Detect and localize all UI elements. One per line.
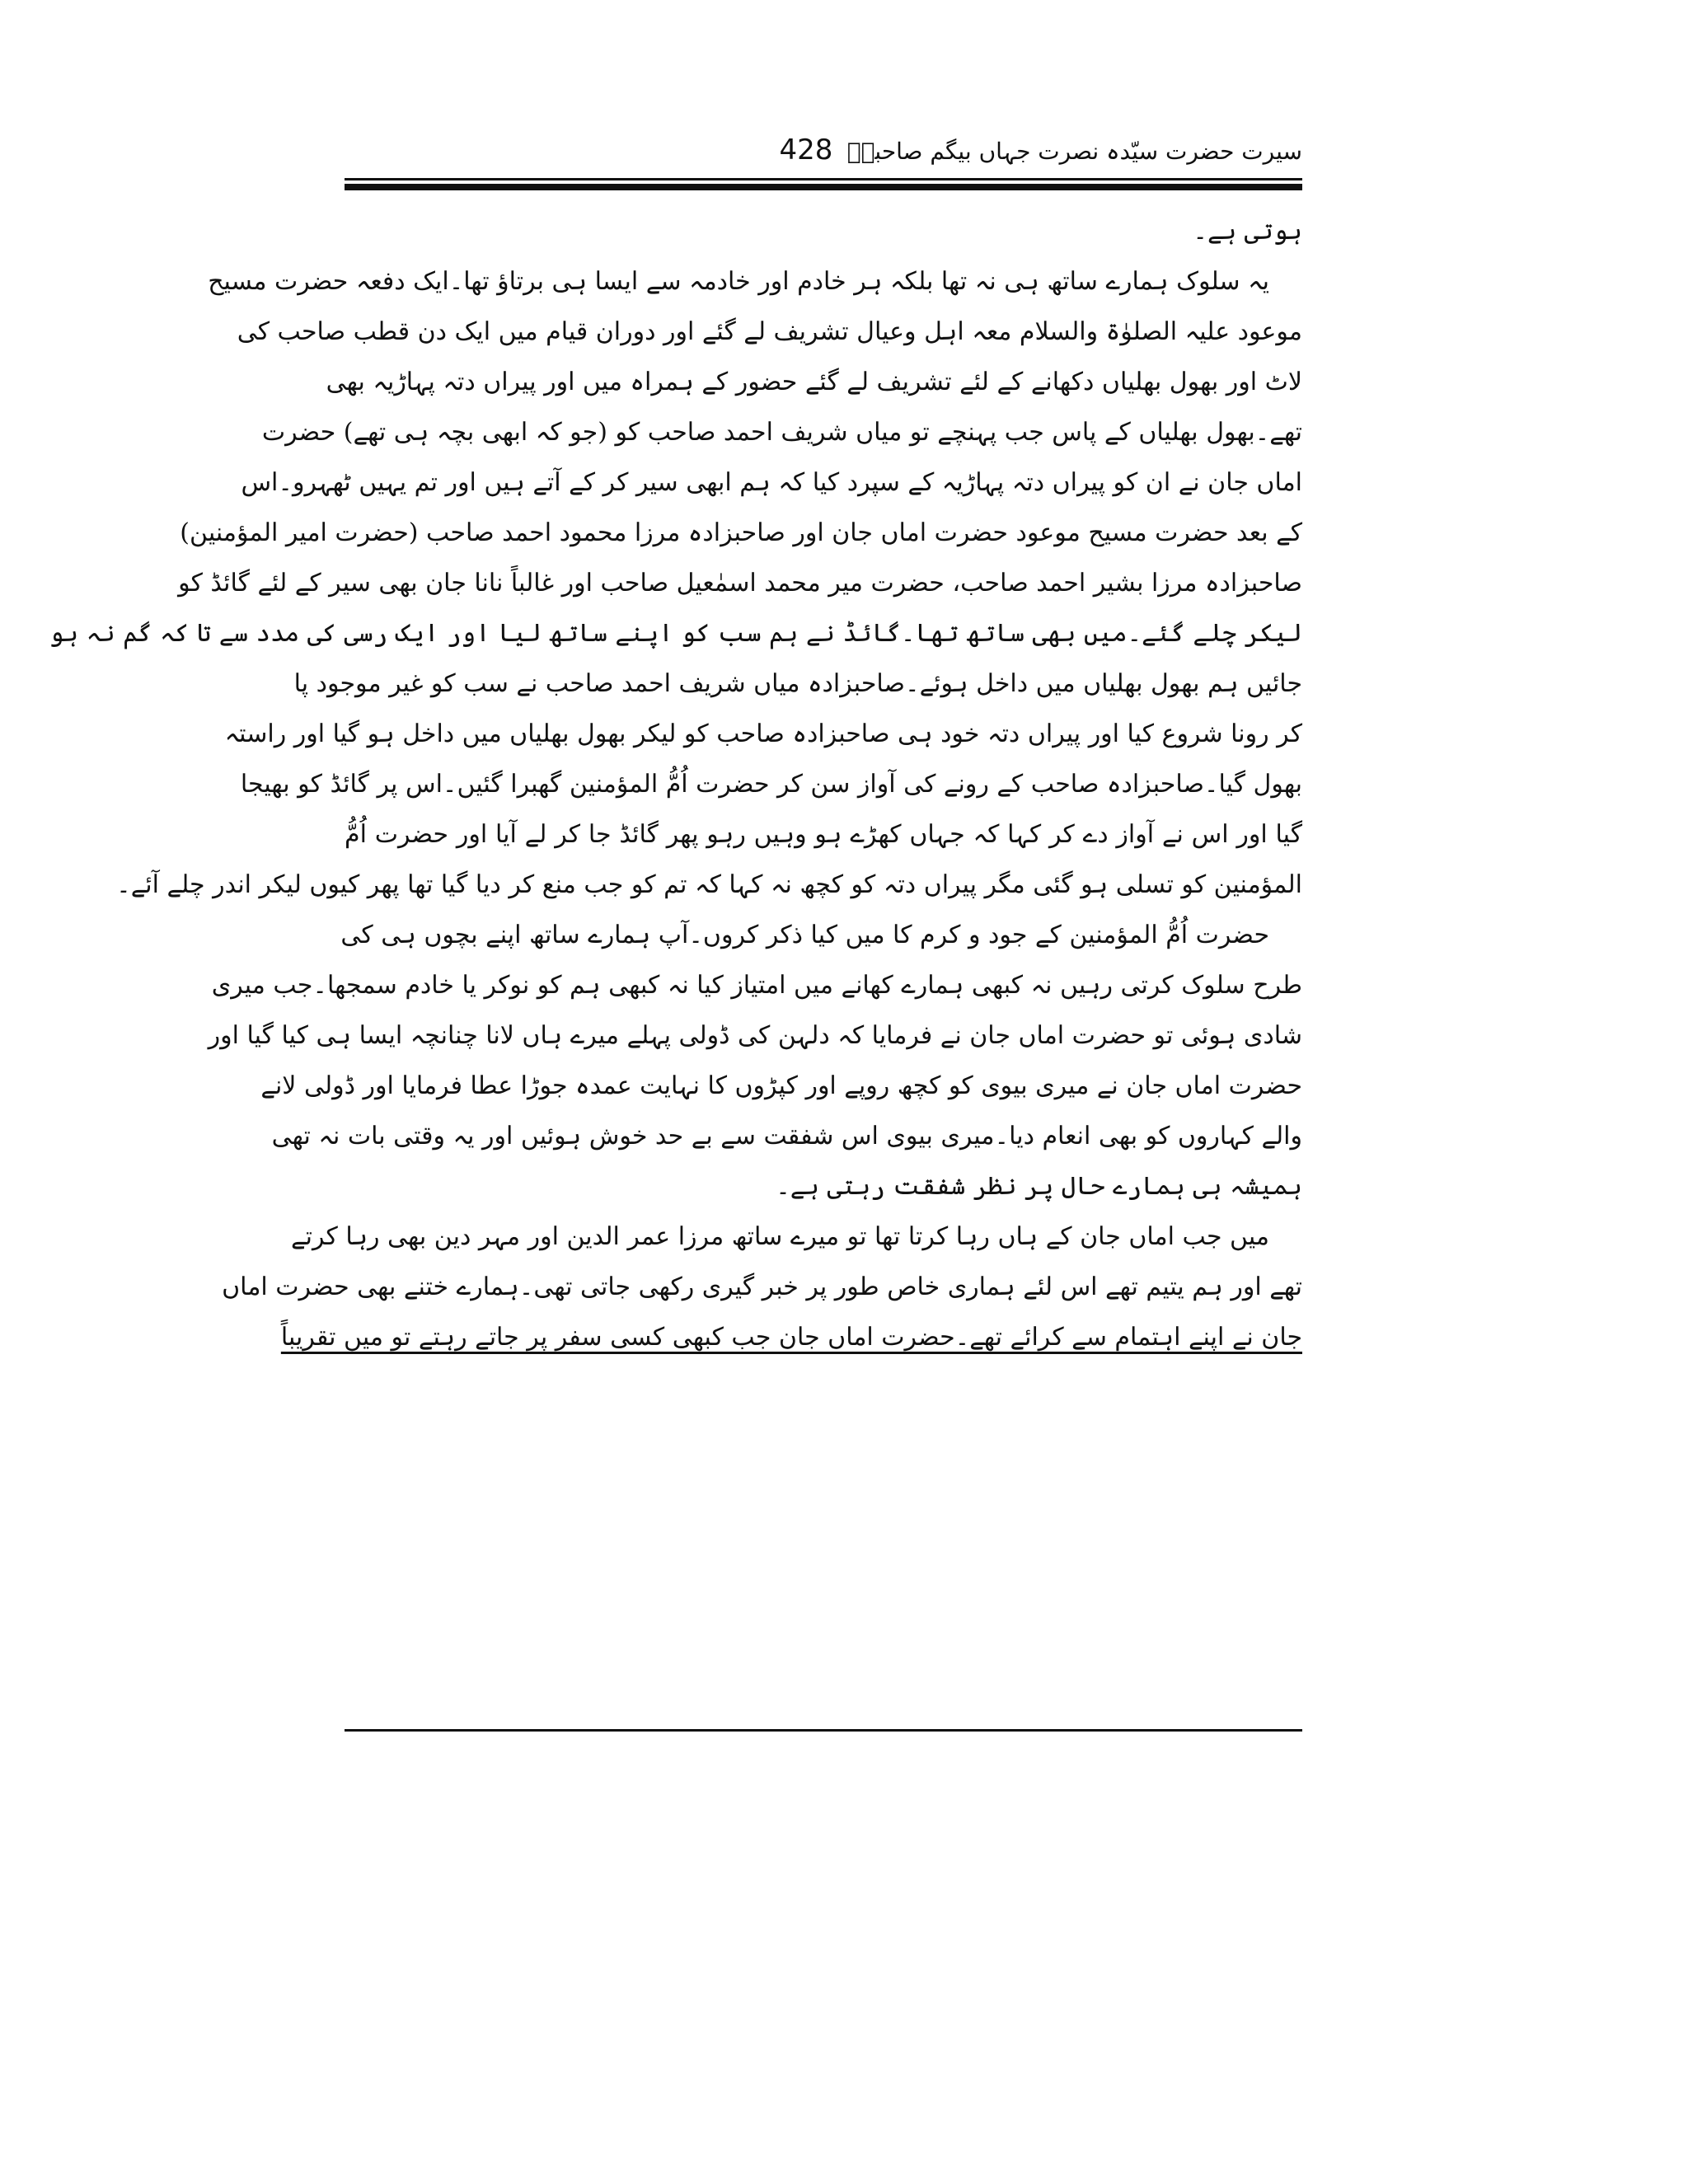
text-line: لاٹ اور بھول بھلیاں دکھانے کے لئے تشریف لے گئے حضور کے ہمراہ میں اور پیراں دتہ پہاڑیہ بھی xyxy=(326,368,1302,396)
footer-rule xyxy=(345,1729,1302,1732)
text-line: کے بعد حضرت مسیح موعود حضرت اماں جان اور صاحبزادہ مرزا محمود احمد صاحب (حضرت امیر المؤمنین) xyxy=(180,518,1302,547)
text-line: اماں جان نے ان کو پیراں دتہ پہاڑیہ کے سپرد کیا کہ ہم ابھی سیر کر کے آتے ہیں اور تم یہیں ٹھہرو۔اس xyxy=(241,468,1302,497)
text-line: لیکر چلے گئے۔میں بھی ساتھ تھا۔گائڈ نے ہم سب کو اپنے ساتھ لیا اور ایک رسی کی مدد سے تا کہ گم نہ ہو xyxy=(49,619,1302,648)
page-header xyxy=(345,124,1302,176)
text-line: طرح سلوک کرتی رہیں نہ کبھی ہمارے کھانے میں امتیاز کیا نہ کبھی ہم کو نوکر یا خادم سمجھا۔جب میری xyxy=(211,971,1302,1000)
body-text xyxy=(49,206,1302,1362)
text-line: ہمیشہ ہی ہمارے حال پر نظر شفقت رہتی ہے۔ xyxy=(776,1172,1302,1201)
text-line: حضرت اماں جان نے میری بیوی کو کچھ روپے اور کپڑوں کا نہایت عمدہ جوڑا عطا فرمایا اور ڈولی لانے xyxy=(260,1071,1302,1100)
text-line: ہوتی ہے۔ xyxy=(1193,217,1302,246)
text-line: شادی ہوئی تو حضرت اماں جان نے فرمایا کہ دلہن کی ڈولی پہلے میرے ہاں لانا چنانچہ ایسا ہی کیا گیا اور xyxy=(208,1021,1302,1050)
running-title: سیرت حضرت سیّدہ نصرت جہاں بیگم صاحبہؓ xyxy=(846,138,1302,165)
text-line: حضرت اُمُّ المؤمنین کے جود و کرم کا میں کیا ذکر کروں۔آپ ہمارے ساتھ اپنے بچوں ہی کی xyxy=(340,921,1269,949)
text-line: تھے اور ہم یتیم تھے اس لئے ہماری خاص طور پر خبر گیری رکھی جاتی تھی۔ہمارے ختنے بھی حضرت اماں xyxy=(222,1272,1302,1301)
text-line: بھول گیا۔صاحبزادہ صاحب کے رونے کی آواز سن کر حضرت اُمُّ المؤمنین گھبرا گئیں۔اس پر گائڈ کو بھیجا xyxy=(240,770,1302,799)
text-line: موعود علیہ الصلوٰۃ والسلام معہ اہل وعیال تشریف لے گئے اور دوران قیام میں ایک دن قطب صاحب کی xyxy=(237,317,1302,346)
text-line: صاحبزادہ مرزا بشیر احمد صاحب، حضرت میر محمد اسمٰعیل صاحب اور غالباً نانا جان بھی سیر کے لئے گائڈ کو xyxy=(178,569,1302,598)
text-line: المؤمنین کو تسلی ہو گئی مگر پیراں دتہ کو کچھ نہ کہا کہ تم کو جب منع کر دیا گیا تھا پھر کیوں لیکر اندر چلے آئے۔ xyxy=(116,870,1302,899)
book-page xyxy=(49,124,1302,1739)
text-line: جائیں ہم بھول بھلیاں میں داخل ہوئے۔صاحبزادہ میاں شریف احمد صاحب نے سب کو غیر موجود پا xyxy=(293,669,1302,698)
text-line: جان نے اپنے اہتمام سے کرائے تھے۔حضرت اماں جان جب کبھی کسی سفر پر جاتے رہتے تو میں تقریباً xyxy=(280,1323,1302,1352)
text-line: والے کہاروں کو بھی انعام دیا۔میری بیوی اس شفقت سے بے حد خوش ہوئیں اور یہ وقتی بات نہ تھی xyxy=(271,1122,1302,1151)
text-line: میں جب اماں جان کے ہاں رہا کرتا تھا تو میرے ساتھ مرزا عمر الدین اور مہر دین بھی رہا کرتے xyxy=(291,1222,1269,1251)
text-line: یہ سلوک ہمارے ساتھ ہی نہ تھا بلکہ ہر خادم اور خادمہ سے ایسا ہی برتاؤ تھا۔ایک دفعہ حضرت مسیح xyxy=(208,267,1269,296)
header-rule-thick xyxy=(345,184,1302,190)
text-line: کر رونا شروع کیا اور پیراں دتہ خود ہی صاحبزادہ صاحب کو لیکر بھول بھلیاں میں داخل ہو گیا اور راستہ xyxy=(224,719,1302,748)
header-rule-thin xyxy=(345,178,1302,180)
text-line: گیا اور اس نے آواز دے کر کہا کہ جہاں کھڑے ہو وہیں رہو پھر گائڈ جا کر لے آیا اور حضرت اُمُّ xyxy=(345,820,1302,849)
text-line: تھے۔بھول بھلیاں کے پاس جب پہنچے تو میاں شریف احمد صاحب کو (جو کہ ابھی بچہ ہی تھے) حضرت xyxy=(261,418,1302,447)
page-number: 428 xyxy=(779,134,833,166)
